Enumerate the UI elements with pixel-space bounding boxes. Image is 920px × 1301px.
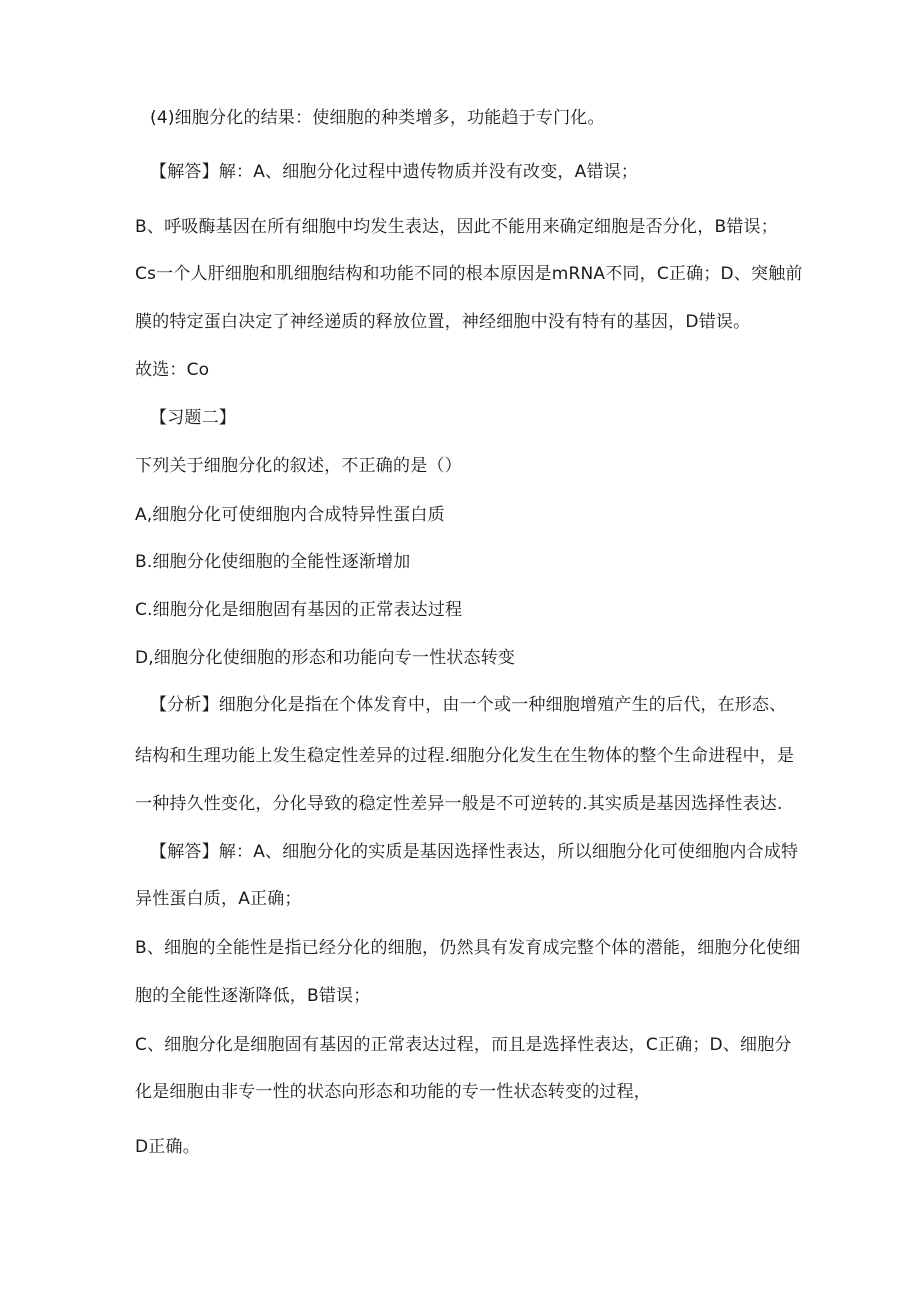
answer-line: 化是细胞由非专一性的状态向形态和功能的专一性状态转变的过程， bbox=[135, 1082, 651, 1102]
section-heading: 【习题二】 bbox=[150, 408, 236, 428]
answer-line: 胞的全能性逐渐降低，B错误； bbox=[135, 986, 371, 1006]
answer-line: 【解答】解：A、细胞分化的实质是基因选择性表达，所以细胞分化可使细胞内合成特 bbox=[150, 842, 799, 862]
text-line: Cs一个人肝细胞和肌细胞结构和功能不同的根本原因是mRNA不同，C正确；D、突触前 bbox=[135, 264, 803, 284]
question-stem: 下列关于细胞分化的叙述，不正确的是（） bbox=[135, 456, 462, 476]
option-c: C.细胞分化是细胞固有基因的正常表达过程 bbox=[135, 600, 463, 620]
answer-line: D正确。 bbox=[135, 1137, 200, 1157]
text-line: 【解答】解：A、细胞分化过程中遗传物质并没有改变，A错误； bbox=[150, 162, 639, 182]
text-line: 膜的特定蛋白决定了神经递质的释放位置，神经细胞中没有特有的基因，D错误。 bbox=[135, 312, 751, 332]
text-line: (4)细胞分化的结果：使细胞的种类增多，功能趋于专门化。 bbox=[150, 108, 605, 128]
analysis-line: 【分析】细胞分化是指在个体发育中，由一个或一种细胞增殖产生的后代，在形态、 bbox=[150, 695, 787, 715]
analysis-line: 结构和生理功能上发生稳定性差异的过程.细胞分化发生在生物体的整个生命进程中，是 bbox=[135, 746, 795, 766]
option-a: A,细胞分化可使细胞内合成特异性蛋白质 bbox=[135, 505, 445, 525]
option-b: B.细胞分化使细胞的全能性逐渐增加 bbox=[135, 552, 411, 572]
analysis-line: 一种持久性变化，分化导致的稳定性差异一般是不可逆转的.其实质是基因选择性表达. bbox=[135, 794, 783, 814]
text-line: B、呼吸酶基因在所有细胞中均发生表达，因此不能用来确定细胞是否分化，B错误； bbox=[135, 217, 778, 237]
answer-line: C、细胞分化是细胞固有基因的正常表达过程，而且是选择性表达，C正确；D、细胞分 bbox=[135, 1035, 792, 1055]
option-d: D,细胞分化使细胞的形态和功能向专一性状态转变 bbox=[135, 648, 516, 668]
answer-line: 异性蛋白质，A正确； bbox=[135, 889, 302, 909]
text-line: 故选：Co bbox=[135, 360, 210, 380]
answer-line: B、细胞的全能性是指已经分化的细胞，仍然具有发育成完整个体的潜能，细胞分化使细 bbox=[135, 938, 801, 958]
